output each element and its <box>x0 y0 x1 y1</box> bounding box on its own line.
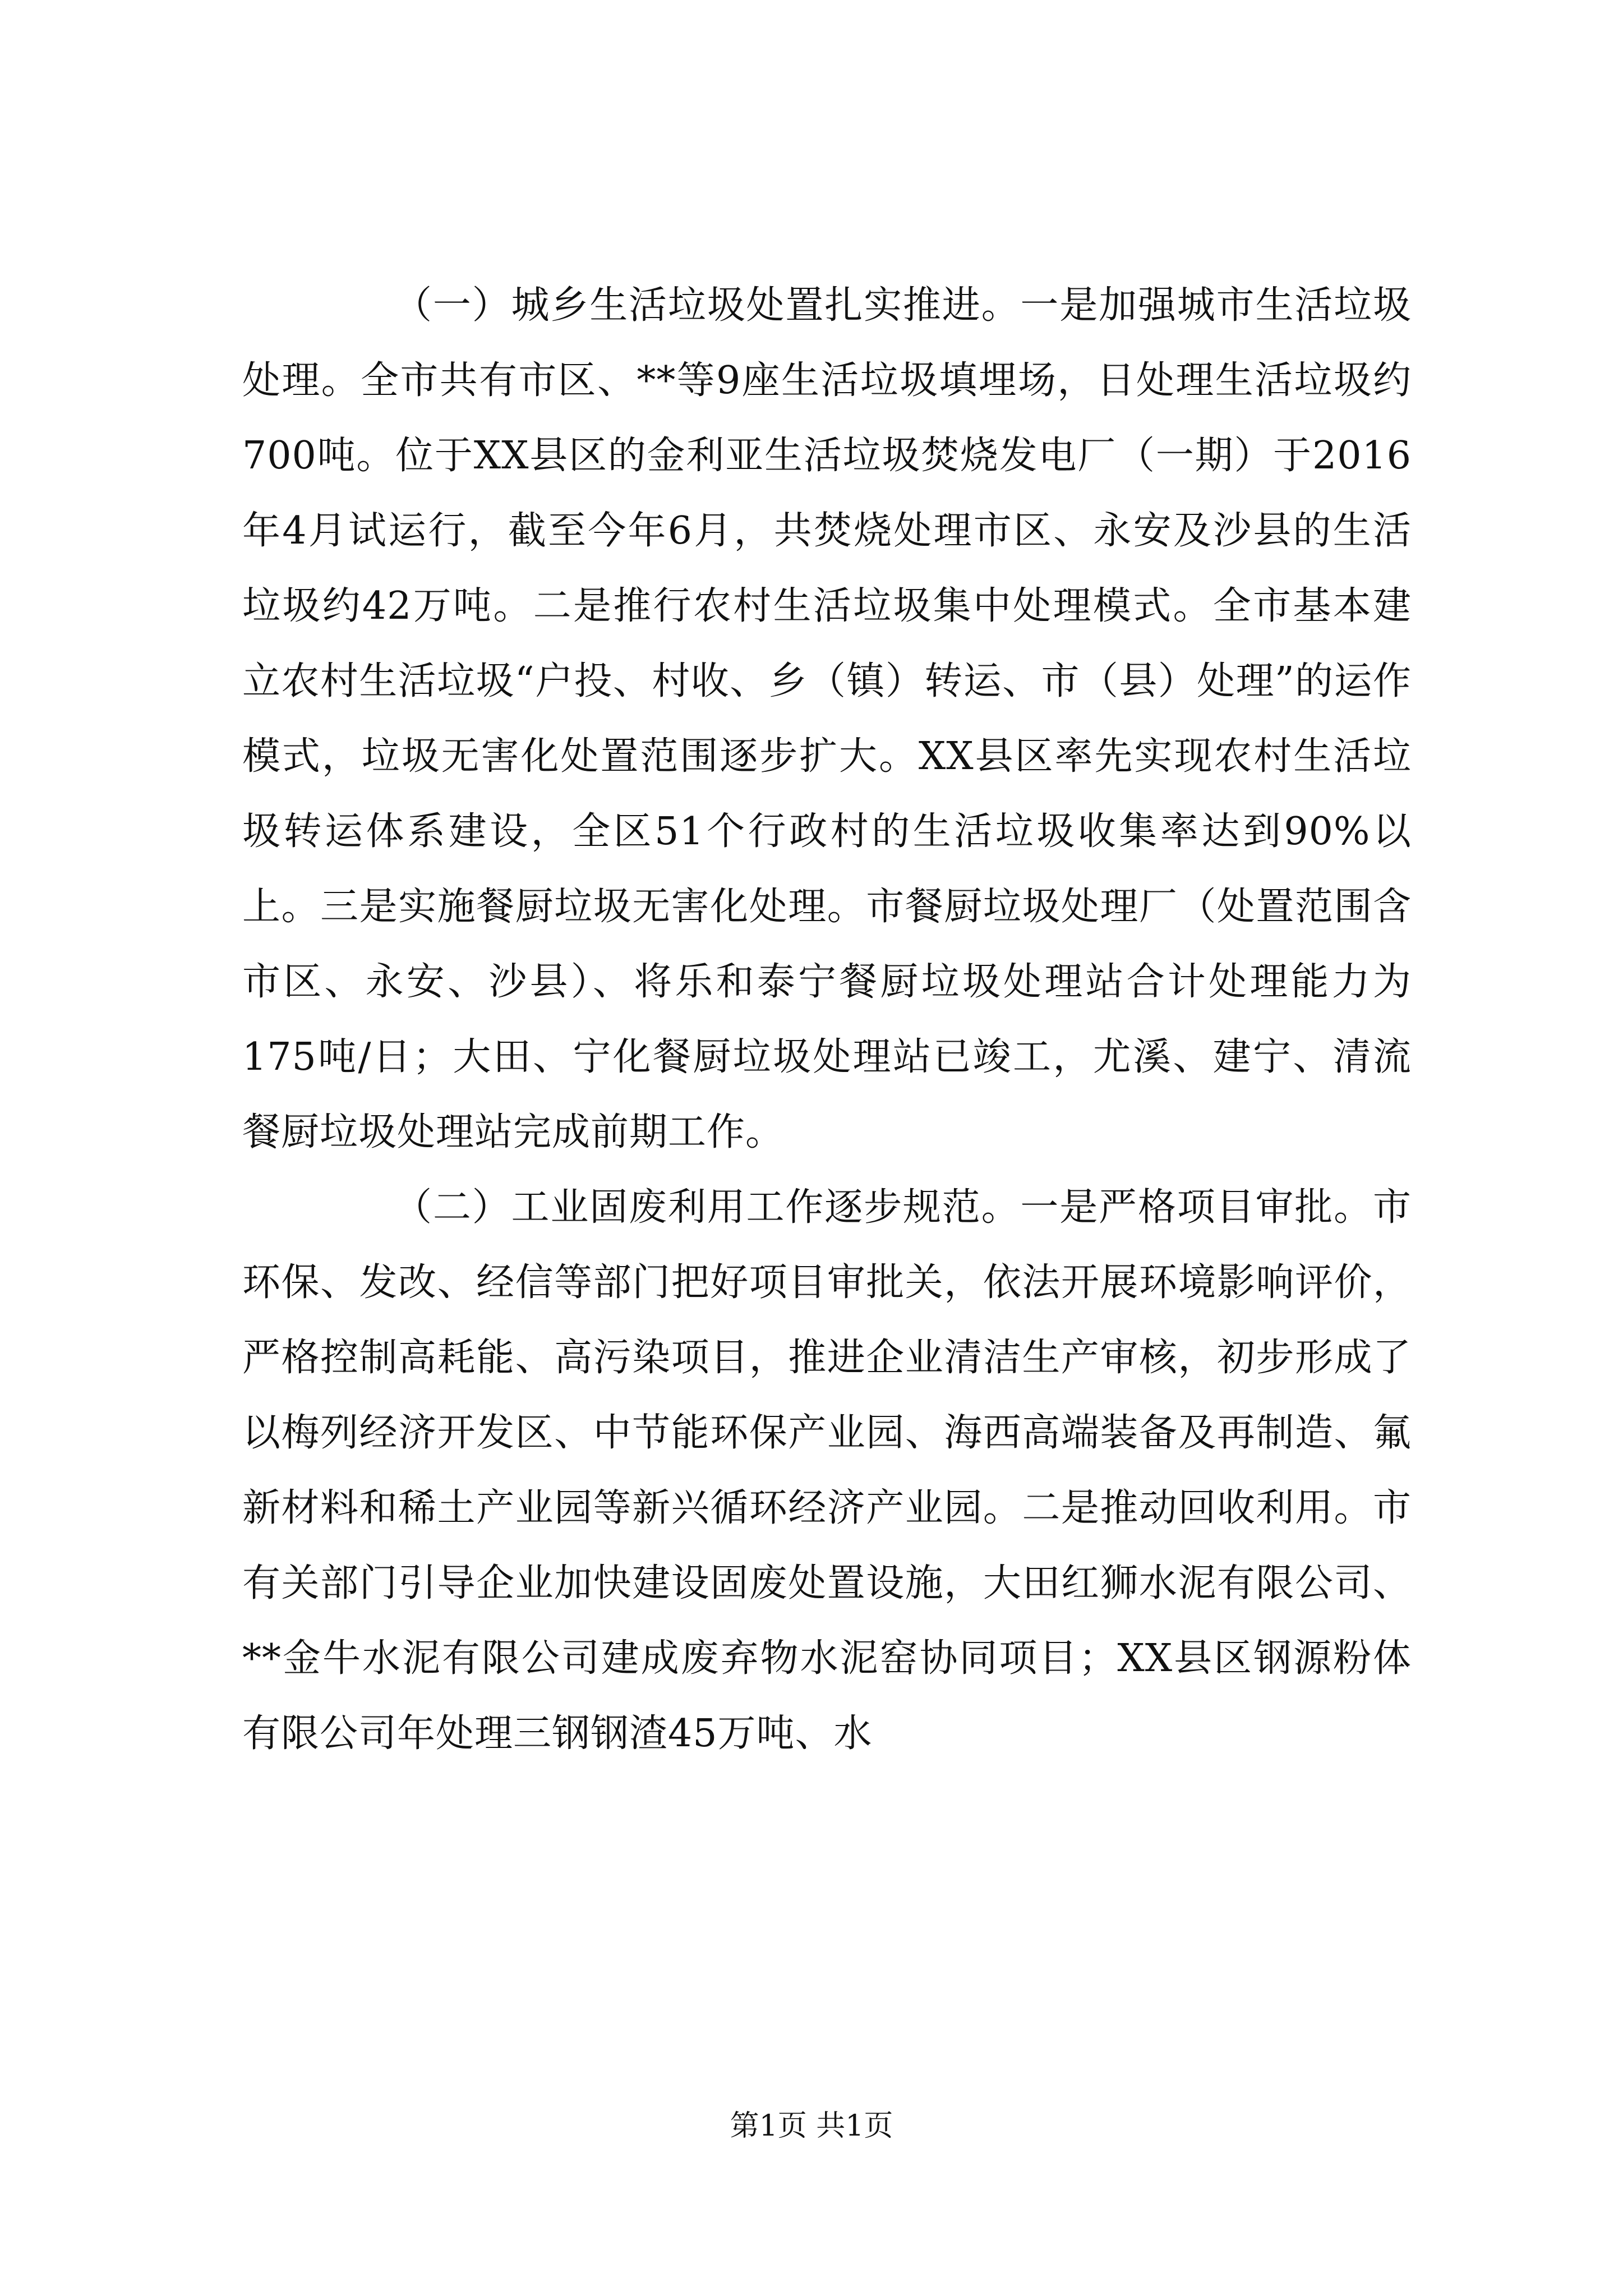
paragraph-urban-rural-waste: （一）城乡生活垃圾处置扎实推进。一是加强城市生活垃圾处理。全市共有市区、**等9座生活垃圾填埋场，日处理生活垃圾约700吨。位于XX县区的金利亚生活垃圾焚烧发电厂（一期）于2016年4月试运行，截至今年6月，共焚烧处理市区、永安及沙县的生活垃圾约42万吨。二是推行农村生活垃圾集中处理模式。全市基本建立农村生活垃圾“户投、村收、乡（镇）转运、市（县）处理”的运作模式，垃圾无害化处置范围逐步扩大。XX县区率先实现农村生活垃圾转运体系建设，全区51个行政村的生活垃圾收集率达到90%以上。三是实施餐厨垃圾无害化处理。市餐厨垃圾处理厂（处置范围含市区、永安、沙县）、将乐和泰宁餐厨垃圾处理站合计处理能力为175吨/日；大田、宁化餐厨垃圾处理站已竣工，尤溪、建宁、清流餐厨垃圾处理站完成前期工作。 <box>242 283 1412 1154</box>
document-body <box>242 268 1412 1772</box>
page-footer: 第1页 共1页 <box>730 2109 893 2143</box>
paragraph-industrial-solid-waste: （二）工业固废利用工作逐步规范。一是严格项目审批。市环保、发改、经信等部门把好项目审批关，依法开展环境影响评价，严格控制高耗能、高污染项目，推进企业清洁生产审核，初步形成了以梅列经济开发区、中节能环保产业园、海西高端装备及再制造、氟新材料和稀土产业园等新兴循环经济产业园。二是推动回收利用。市有关部门引导企业加快建设固废处置设施，大田红狮水泥有限公司、**金牛水泥有限公司建成废弃物水泥窑协同项目；XX县区钢源粉体有限公司年处理三钢钢渣45万吨、水 <box>242 1185 1412 1756</box>
